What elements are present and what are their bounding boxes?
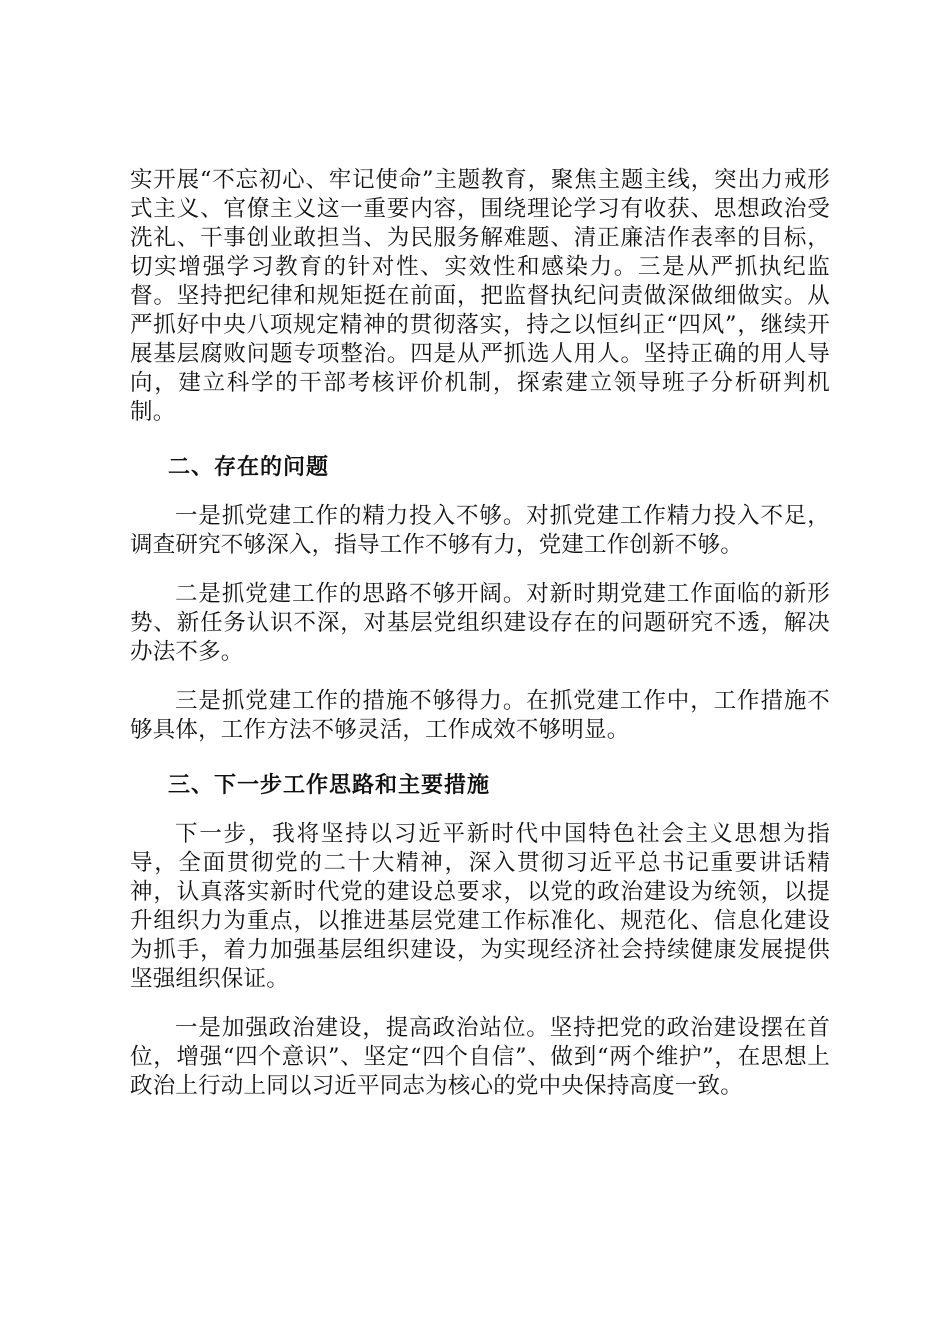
document-body bbox=[130, 166, 830, 1101]
paragraph-problem-2: 二是抓党建工作的思路不够开阔。对新时期党建工作面临的新形势、新任务认识不深，对基层党组织建设存在的问题研究不透，解决办法不多。 bbox=[130, 581, 830, 665]
section-heading-next-steps: 三、下一步工作思路和主要措施 bbox=[168, 773, 491, 798]
paragraph-problem-1: 一是抓党建工作的精力投入不够。对抓党建工作精力投入不足，调查研究不够深入，指导工作不够有力，党建工作创新不够。 bbox=[130, 503, 830, 558]
paragraph-problem-3: 三是抓党建工作的措施不够得力。在抓党建工作中，工作措施不够具体，工作方法不够灵活，工作成效不够明显。 bbox=[130, 688, 830, 743]
paragraph-continuation: 实开展“不忘初心、牢记使命”主题教育，聚焦主题主线，突出力戒形式主义、官僚主义这一重要内容，围绕理论学习有收获、思想政治受洗礼、干事创业敢担当、为民服务解难题、清正廉洁作表率的目标，切实增强学习教育的针对性、实效性和感染力。三是从严抓执纪监督。坚持把纪律和规矩挺在前面，把监督执纪问责做深做细做实。从严抓好中央八项规定精神的贯彻落实，持之以恒纠正“四风”，继续开展基层腐败问题专项整治。四是从严抓选人用人。坚持正确的用人导向，建立科学的干部考核评价机制，探索建立领导班子分析研判机制。 bbox=[130, 167, 830, 425]
paragraph-measure-1: 一是加强政治建设，提高政治站位。坚持把党的政治建设摆在首位，增强“四个意识”、坚定“四个自信”、做到“两个维护”，在思想上政治上行动上同以习近平同志为核心的党中央保持高度一致。 bbox=[130, 1015, 830, 1099]
section-heading-problems: 二、存在的问题 bbox=[168, 455, 330, 480]
paragraph-next-steps-intro: 下一步，我将坚持以习近平新时代中国特色社会主义思想为指导，全面贯彻党的二十大精神，深入贯彻习近平总书记重要讲话精神，认真落实新时代党的建设总要求，以党的政治建设为统领，以提升组织力为重点，以推进基层党建工作标准化、规范化、信息化建设为抓手，着力加强基层组织建设，为实现经济社会持续健康发展提供坚强组织保证。 bbox=[130, 821, 830, 992]
